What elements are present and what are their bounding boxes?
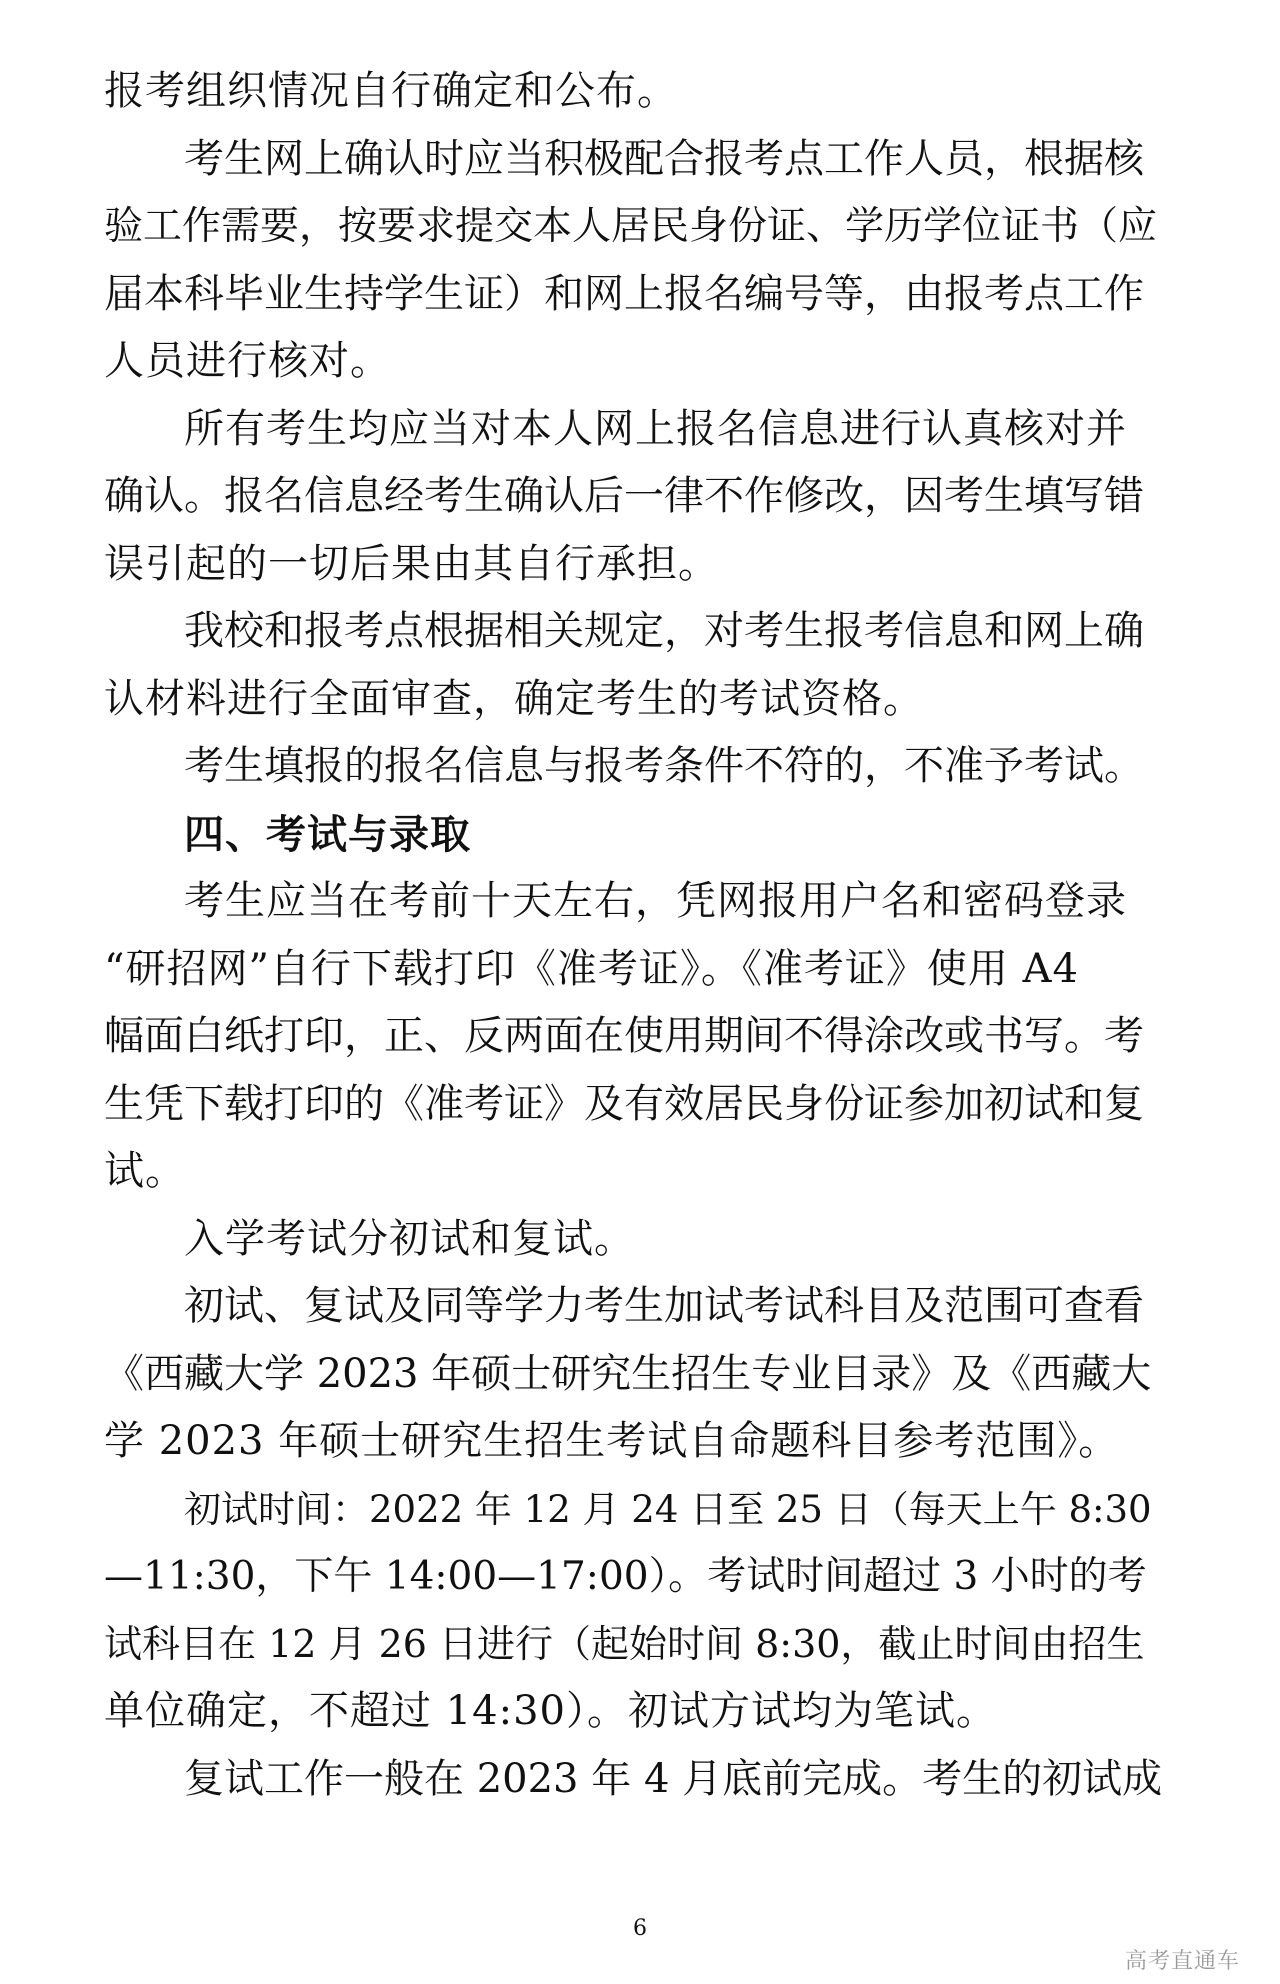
text-line: 人员进行核对。: [104, 338, 391, 384]
text-line: 试。: [104, 1148, 186, 1194]
text-line: 考生填报的报名信息与报考条件不符的，不准予考试。: [184, 743, 1144, 789]
text-line: 初试时间：2022 年 12 月 24 日至 25 日（每天上午 8:30: [184, 1487, 1152, 1531]
text-line: 报考组织情况自行确定和公布。: [104, 68, 678, 114]
text-line: 学 2023 年硕士研究生招生考试自命题科目参考范围》。: [104, 1418, 1120, 1464]
text-line: 幅面白纸打印，正、反两面在使用期间不得涂改或书写。考: [104, 1013, 1144, 1059]
text-line: 单位确定，不超过 14:30）。初试方试均为笔试。: [104, 1688, 997, 1734]
text-line: —11:30，下午 14:00—17:00）。考试时间超过 3 小时的考: [104, 1554, 1147, 1599]
text-line: 试科目在 12 月 26 日进行（起始时间 8:30，截止时间由招生: [104, 1621, 1145, 1666]
section-heading: 四、考试与录取: [184, 810, 471, 858]
text-line: “研招网”自行下载打印《准考证》。《准考证》使用 A4: [104, 945, 1079, 992]
watermark-text: 高考直通车: [1124, 1949, 1240, 1974]
text-line: 所有考生均应当对本人网上报名信息进行认真核对并: [184, 405, 1127, 452]
text-line: 验工作需要，按要求提交本人居民身份证、学历学位证书（应: [104, 204, 1158, 249]
text-line: 届本科毕业生持学生证）和网上报名编号等，由报考点工作: [104, 270, 1144, 317]
text-line: 生凭下载打印的《准考证》及有效居民身份证参加初试和复: [104, 1080, 1144, 1127]
page-number: 6: [633, 1916, 647, 1941]
text-line: 误引起的一切后果由其自行承担。: [104, 540, 719, 587]
text-line: 初试、复试及同等学力考生加试考试科目及范围可查看: [184, 1283, 1144, 1329]
text-line: 《西藏大学 2023 年硕士研究生招生专业目录》及《西藏大: [104, 1350, 1152, 1397]
text-line: 入学考试分初试和复试。: [184, 1215, 635, 1262]
text-line: 考生应当在考前十天左右，凭网报用户名和密码登录: [184, 878, 1127, 924]
text-line: 确认。报名信息经考生确认后一律不作修改，因考生填写错: [104, 473, 1144, 519]
text-line: 认材料进行全面审查，确定考生的考试资格。: [104, 675, 924, 722]
text-line: 我校和报考点根据相关规定，对考生报考信息和网上确: [184, 608, 1144, 654]
document-body: [104, 58, 1164, 1813]
text-line: 考生网上确认时应当积极配合报考点工作人员，根据核: [184, 135, 1144, 182]
text-line: 复试工作一般在 2023 年 4 月底前完成。考生的初试成: [184, 1755, 1163, 1802]
